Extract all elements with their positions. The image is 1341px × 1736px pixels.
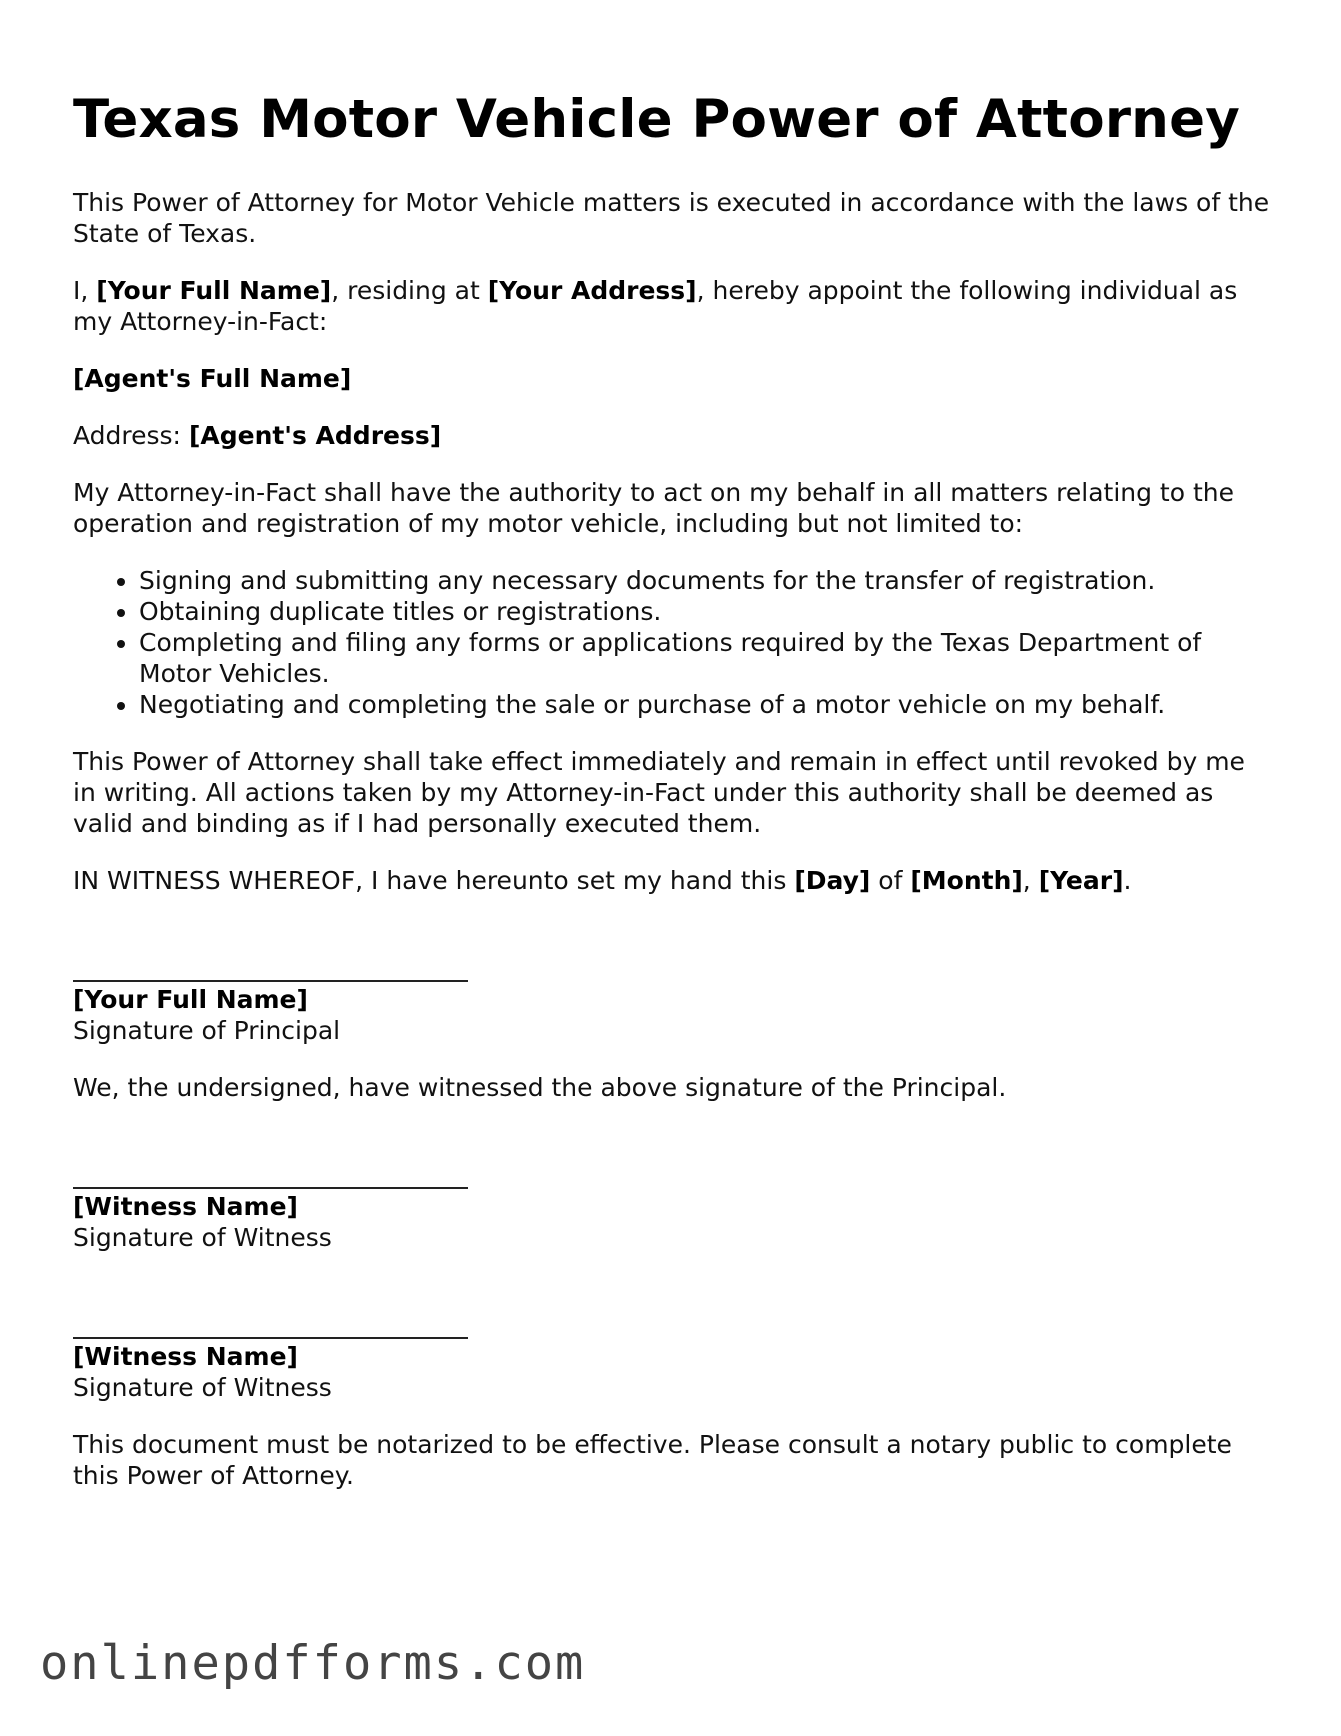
- list-item: • Negotiating and completing the sale or purchase of a motor vehicle on my behalf.: [139, 689, 1273, 720]
- agent-address-placeholder: [Agent's Address]: [188, 420, 442, 450]
- appointment-suffix: , hereby appoint the following individual as my Attorney-in-Fact:: [73, 275, 1238, 336]
- agent-address-label: Address:: [73, 420, 189, 450]
- witness-signature-name: [Witness Name]: [73, 1341, 298, 1371]
- appointment-residing: , residing at: [331, 275, 488, 305]
- witness-signature-role: Signature of Witness: [73, 1222, 332, 1252]
- year-placeholder: [Year]: [1038, 865, 1124, 895]
- document-title: Texas Motor Vehicle Power of Attorney: [73, 89, 1240, 150]
- day-placeholder: [Day]: [794, 865, 871, 895]
- powers-list: [73, 565, 1273, 720]
- principal-signature-name: [Your Full Name]: [73, 984, 308, 1014]
- agent-address-paragraph: [73, 420, 1273, 451]
- witness-clause-prefix: IN WITNESS WHEREOF, I have hereunto set my hand this: [73, 865, 795, 895]
- witness-clause-of: of: [870, 865, 911, 895]
- intro-paragraph: This Power of Attorney for Motor Vehicle matters is executed in accordance with the laws of the State of Texas.: [73, 187, 1270, 248]
- site-watermark: onlinepdfforms.com: [40, 1636, 586, 1691]
- principal-signature-role: Signature of Principal: [73, 1015, 341, 1045]
- principal-name-placeholder: [Your Full Name]: [96, 275, 332, 305]
- list-item: • Signing and submitting any necessary documents for the transfer of registration.: [139, 565, 1273, 596]
- witness-signature-line[interactable]: [73, 1159, 468, 1189]
- agent-name-placeholder: [Agent's Full Name]: [73, 363, 352, 393]
- month-placeholder: [Month]: [910, 865, 1023, 895]
- principal-signature-line[interactable]: [73, 952, 468, 982]
- authority-paragraph: My Attorney-in-Fact shall have the authority to act on my behalf in all matters relating to the operation and registration of my motor vehicle, including but not limited to:: [73, 477, 1234, 538]
- witness-clause-comma: ,: [1022, 865, 1039, 895]
- list-item: • Completing and filing any forms or applications required by the Texas Department of Motor Vehicles.: [139, 627, 1273, 689]
- effect-paragraph: This Power of Attorney shall take effect immediately and remain in effect until revoked by me in writing. All actions taken by my Attorney-in-Fact under this authority shall be deemed as valid and binding as if I had personally executed them.: [73, 746, 1245, 838]
- document-page: [73, 90, 1273, 1517]
- appointment-prefix: I,: [73, 275, 97, 305]
- witness-signature-line[interactable]: [73, 1309, 468, 1339]
- notary-paragraph: This document must be notarized to be effective. Please consult a notary public to complete this Power of Attorney.: [73, 1429, 1232, 1490]
- witness-statement: We, the undersigned, have witnessed the above signature of the Principal.: [73, 1072, 1007, 1102]
- witness-clause-end: .: [1123, 865, 1132, 895]
- list-item: • Obtaining duplicate titles or registrations.: [139, 596, 1273, 627]
- agent-name-paragraph: [73, 363, 1273, 394]
- witness-signature-role: Signature of Witness: [73, 1372, 332, 1402]
- principal-signature-block: [73, 952, 1273, 1046]
- appointment-paragraph: [73, 275, 1273, 337]
- witness-clause-paragraph: [73, 865, 1273, 896]
- witness-signature-name: [Witness Name]: [73, 1191, 298, 1221]
- witness-signature-block: [73, 1159, 1273, 1253]
- principal-address-placeholder: [Your Address]: [487, 275, 697, 305]
- witness-signature-block: [73, 1309, 1273, 1403]
